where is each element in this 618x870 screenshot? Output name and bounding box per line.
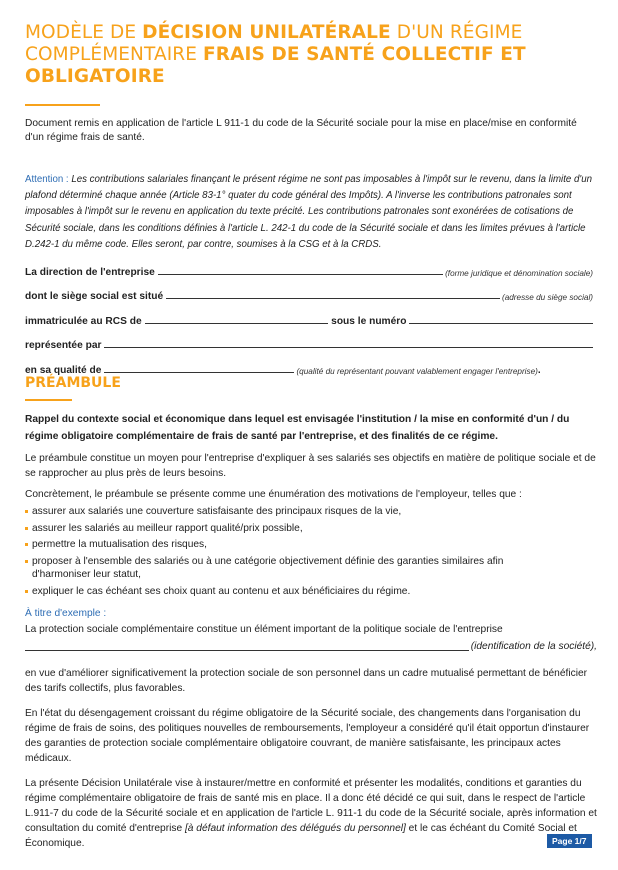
intro-text: Document remis en application de l'article L 911-1 du code de la Sécurité sociale pour la mise en place/mise en conformité d'un régime frais de santé. — [25, 118, 577, 143]
bullet-icon — [25, 590, 28, 593]
bullet-icon — [25, 510, 28, 513]
p4-text-a: La présente Décision Unilatérale vise à instaurer/mettre en conformité et présenter les modalités, conditions et garanties du régime complémentaire obligatoire de frais de santé mis en place. Il a donc été décidé ce qui suit, dans le respect de l'article L.911-7 du code de la Sécurité sociale et en application de l'article L. 911-1 du code de la Sécurité sociale, après information et consultation du comité d'entreprise — [25, 778, 597, 834]
preambule-paragraph-1: Le préambule constitue un moyen pour l'entreprise d'expliquer à ses salariés ses objectifs en matière de politique sociale et de se rapprocher au plus près de leurs besoins. — [25, 453, 596, 479]
p4-text-b: et le cas échéant du Comité Social et Économique. — [25, 823, 577, 849]
field-numero-input[interactable] — [409, 323, 593, 324]
preambule-paragraph-2: Concrètement, le préambule se présente comme une énumération des motivations de l'employeur, telles que : — [25, 489, 522, 500]
example-hint: (identification de la société), — [470, 641, 597, 652]
field-siege-hint: (adresse du siège social) — [501, 293, 593, 302]
field-direction-label: La direction de l'entreprise — [25, 266, 155, 278]
list-item — [25, 505, 597, 519]
list-item-text: expliquer le cas échéant ses choix quant au contenu et aux bénéficiaires du régime. — [32, 585, 411, 597]
list-item — [25, 555, 597, 582]
field-qualite-hint: (qualité du représentant pouvant valablement engager l'entreprise) — [296, 366, 538, 376]
preambule-paragraph-3: En l'état du désengagement croissant du régime obligatoire de la Sécurité sociale, des changements dans l'organisation du régime de frais de soins, des politiques nouvelles de remboursements, l'employeur a considéré qu'il était opportun d'instaurer des garanties de protection sociale complémentaire obligatoire couvrant, de manière satisfaisante, les principaux actes médicaux. — [25, 708, 590, 764]
attention-text: Les contributions salariales finançant le présent régime ne sont pas imposables à l'impôt sur le revenu, dans la limite d'un plafond déterminé chaque année (Article 83-1° quater du code général des Impôts). A l'inverse les contributions patronales sont imposables à l'impôt sur le revenu en application du texte précité. Les contributions patronales sont exonérées de cotisations de Sécurité sociale, dans les conditions définies à l'article L. 242-1 du code de la Sécurité sociale et dans les limites prévues à l'article D.242-1 du même code. Elles seront, par contre, soumises à la CSG et à la CRDS. — [25, 174, 592, 250]
field-siege-input[interactable] — [166, 298, 500, 299]
p4-text-italic: [à défaut information des délégués du personnel] — [184, 823, 406, 834]
list-item-text: assurer aux salariés une couverture satisfaisante des principaux risques de la vie, — [32, 506, 402, 517]
field-siege-label: dont le siège social est situé — [25, 291, 164, 302]
company-identification-input[interactable] — [25, 650, 469, 651]
field-direction-hint: (forme juridique et dénomination sociale) — [445, 268, 593, 278]
title-part-2: DÉCISION UNILATÉRALE — [142, 22, 391, 43]
field-qualite-label: en sa qualité de — [25, 364, 102, 376]
example-company-field — [25, 637, 597, 654]
title-part-4: FRAIS DE SANTÉ COLLECTIF ET OBLIGATOIRE — [25, 44, 526, 87]
field-representee — [25, 327, 593, 352]
list-item — [25, 585, 597, 599]
field-qualite-end: . — [537, 364, 541, 376]
preambule-paragraph-4 — [25, 776, 597, 851]
list-item — [25, 522, 597, 536]
section-divider — [25, 399, 72, 401]
title-part-3: D'UN RÉGIME COMPLÉMENTAIRE — [25, 22, 523, 65]
field-rcs — [25, 302, 593, 327]
motivations-list — [25, 505, 597, 598]
example-label: À titre d'exemple : — [25, 608, 107, 619]
title-divider — [25, 104, 100, 106]
attention-label: Attention : — [25, 174, 72, 185]
bullet-icon — [25, 543, 28, 546]
field-representee-input[interactable] — [104, 347, 593, 348]
document-title — [25, 22, 585, 88]
example-paragraph-1: La protection sociale complémentaire constitue un élément important de la politique sociale de l'entreprise — [25, 624, 503, 635]
attention-note — [25, 172, 600, 253]
example-paragraph-2: en vue d'améliorer significativement la protection sociale de son personnel dans un cadre mutualisé permettant de bénéficier des tarifs collectifs, plus favorables. — [25, 668, 588, 694]
preambule-body — [25, 411, 597, 857]
list-item-text: proposer à l'ensemble des salariés ou à une catégorie objectivement définie des garanties similaires afin d'harmoniser leur statut, — [32, 555, 504, 580]
section-title-preambule: PRÉAMBULE — [25, 375, 121, 391]
field-qualite — [25, 351, 593, 376]
bullet-icon — [25, 560, 28, 563]
list-item — [25, 538, 597, 552]
list-item-text: permettre la mutualisation des risques, — [32, 539, 207, 550]
field-direction — [25, 253, 593, 278]
bullet-icon — [25, 527, 28, 530]
field-qualite-input[interactable] — [104, 372, 294, 373]
preambule-lead: Rappel du contexte social et économique dans lequel est envisagée l'institution / la mise en conformité d'un / du régime obligatoire complémentaire de frais de santé par l'entreprise, et des finalités de ce régime. — [25, 414, 570, 442]
field-rcs-label: immatriculée au RCS de — [25, 315, 142, 327]
field-numero-label: sous le numéro — [331, 315, 407, 327]
field-representee-label: représentée par — [25, 340, 102, 351]
field-siege — [25, 278, 593, 303]
list-item-text: assurer les salariés au meilleur rapport qualité/prix possible, — [32, 522, 303, 534]
company-fields — [25, 253, 593, 376]
field-rcs-input[interactable] — [145, 323, 329, 324]
field-direction-input[interactable] — [158, 274, 443, 275]
title-part-1: MODÈLE DE — [25, 22, 143, 43]
page-number-badge: Page 1/7 — [547, 834, 592, 848]
